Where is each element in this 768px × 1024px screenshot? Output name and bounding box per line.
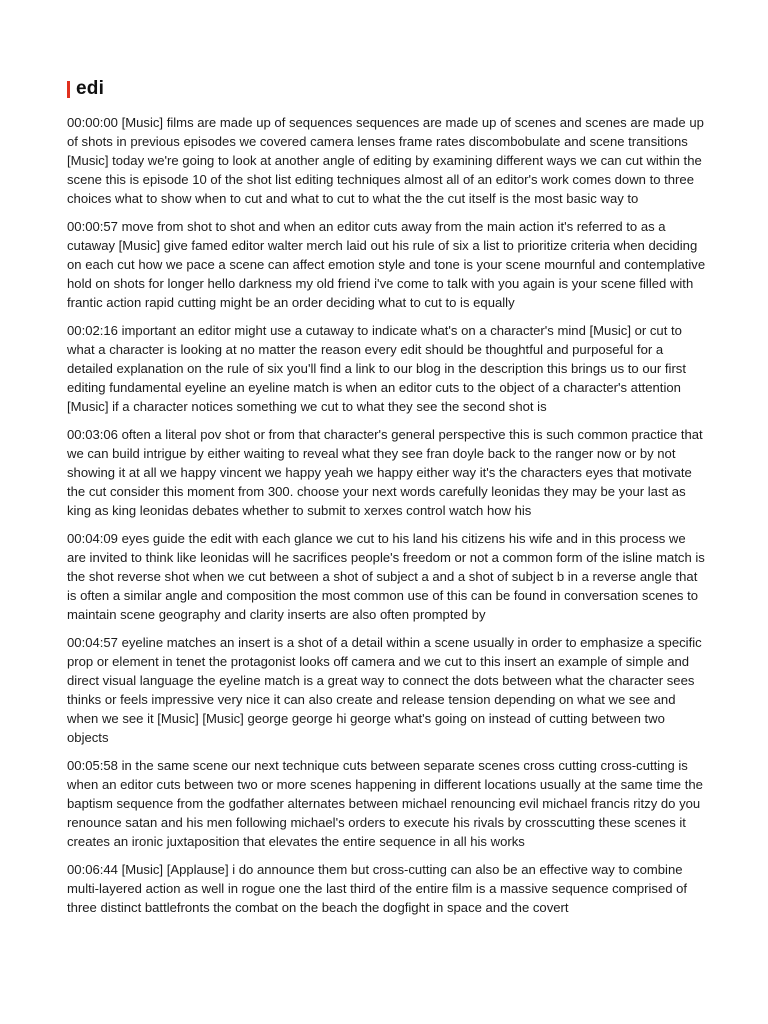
transcript-paragraph: 00:06:44 [Music] [Applause] i do announce them but cross-cutting can also be an effective way to combine multi-layered action as well in rogue one the last third of the entire film is a massive sequence comprised of three distinct battlefronts the combat on the beach the dogfight in space and the covert xyxy=(67,862,688,915)
title-accent-bar xyxy=(67,81,70,98)
transcript-paragraph: 00:05:58 in the same scene our next technique cuts between separate scenes cross cutting cross-cutting is when an editor cuts between two or more scenes happening in different locations usually at the same time the baptism sequence from the godfather alternates between michael renouncing evil michael francis ritzy do you renounce satan and his men following michael's orders to execute his rivals by crosscutting these scenes it creates an ironic juxtaposition that elevates the entire sequence in all his works xyxy=(67,758,703,849)
transcript-paragraph: 00:00:57 move from shot to shot and when an editor cuts away from the main action it's referred to as a cutaway [Music] give famed editor walter merch laid out his rule of six a list to prioritize criteria when deciding on each cut how we pace a scene can affect emotion style and tone is your scene mournful and contemplative hold on shots for longer hello darkness my old friend i've come to talk with you again is your scene filled with frantic action rapid cutting might be an order deciding what to cut to is equally xyxy=(67,219,706,310)
title-row xyxy=(67,77,707,101)
transcript-paragraph: 00:03:06 often a literal pov shot or from that character's general perspective this is such common practice that we can build intrigue by either waiting to reveal what they see fran doyle back to the ranger now or by not showing it at all we happy vincent we happy yeah we happy either way it's the characters eyes that motivate the cut consider this moment from 300. choose your next words carefully leonidas they may be your last as king as king leonidas debates whether to submit to xerxes control watch how his xyxy=(67,427,703,518)
document-page xyxy=(67,77,707,926)
page-title: edi xyxy=(76,78,105,99)
transcript-paragraph: 00:04:09 eyes guide the edit with each glance we cut to his land his citizens his wife and in this process we are invited to think like leonidas will he sacrifices people's freedom or not a common form of the isline match is the shot reverse shot when we cut between a shot of subject a and a shot of subject b in a reverse angle that is often a similar angle and composition the most common use of this can be found in conversation scenes to maintain scene geography and clarity inserts are also often prompted by xyxy=(67,531,705,622)
transcript-paragraph: 00:00:00 [Music] films are made up of sequences sequences are made up of scenes and scenes are made up of shots in previous episodes we covered camera lenses frame rates discombobulate and scene transitions [Music] today we're going to look at another angle of editing by examining different ways we can cut within the scene this is episode 10 of the shot list editing techniques almost all of an editor's work comes down to three choices what to show when to cut and what to cut to what the the cut itself is the most basic way to xyxy=(67,115,704,206)
transcript-paragraph: 00:04:57 eyeline matches an insert is a shot of a detail within a scene usually in order to emphasize a specific prop or element in tenet the protagonist looks off camera and we cut to this insert an example of simple and direct visual language the eyeline match is a great way to connect the dots between what the character sees thinks or feels impressive very nice it can also create and release tension depending on what we see and when we see it [Music] [Music] george george hi george what's going on instead of cutting between two objects xyxy=(67,635,702,745)
transcript-paragraph: 00:02:16 important an editor might use a cutaway to indicate what's on a character's mind [Music] or cut to what a character is looking at no matter the reason every edit should be thoughtful and purposeful for a detailed explanation on the rule of six you'll find a link to our blog in the description this brings us to our first editing fundamental eyeline an eyeline match is when an editor cuts to the object of a character's attention [Music] if a character notices something we cut to what they see the second shot is xyxy=(67,323,686,414)
